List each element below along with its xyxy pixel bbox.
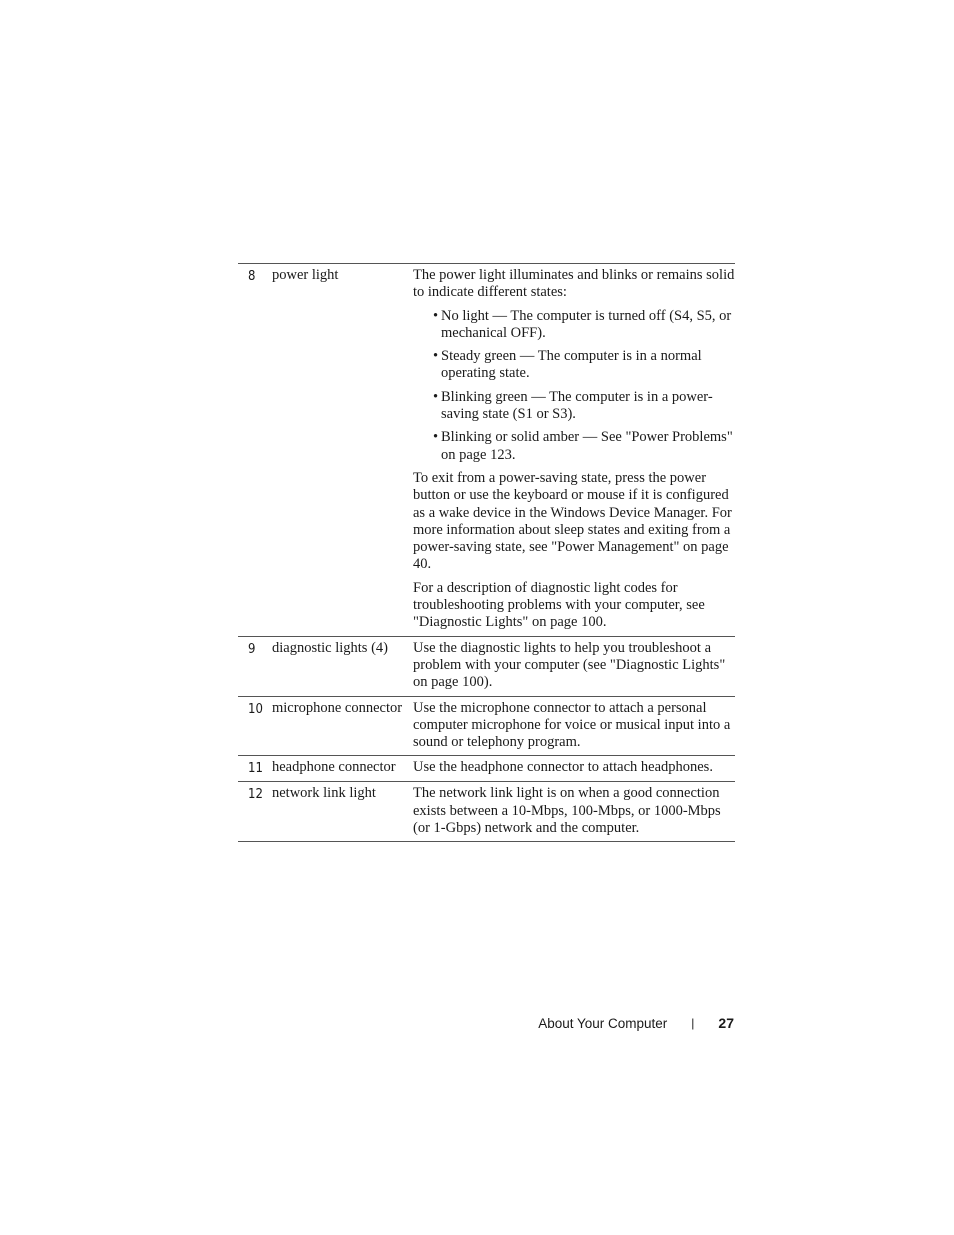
item-name: microphone connector — [272, 699, 403, 716]
item-name: network link light — [272, 785, 376, 802]
item-description: Use the diagnostic lights to help you troubleshoot a problem with your computer (see "Diagnostic Lights" on page 100). — [413, 639, 726, 691]
item-description: Use the microphone connector to attach a personal computer microphone for voice or musical input into a sound or telephony program. — [413, 699, 731, 751]
description-intro: The power light illuminates and blinks or remains solid to indicate different states: — [413, 267, 735, 301]
bullet-icon: • — [433, 429, 439, 446]
item-name: diagnostic lights (4) — [272, 639, 388, 656]
table-row — [238, 782, 735, 842]
list-item: • No light — The computer is turned off (S4, S5, or mechanical OFF). — [433, 307, 732, 341]
list-item: • Blinking green — The computer is in a power-saving state (S1 or S3). — [433, 388, 713, 423]
item-number: 10 — [248, 701, 263, 717]
bullet-icon: • — [433, 388, 439, 405]
item-number: 12 — [248, 787, 263, 803]
footer-section-title: About Your Computer — [538, 1015, 668, 1031]
item-description — [413, 267, 735, 632]
list-item: • Steady green — The computer is in a normal operating state. — [433, 348, 702, 382]
item-number: 8 — [248, 269, 256, 284]
bullet-icon: • — [433, 348, 439, 365]
item-description: The network link light is on when a good connection exists between a 10-Mbps, 100-Mbps, or 1000-Mbps (or 1-Gbps) network and the computer. — [413, 785, 721, 837]
table-row — [238, 756, 735, 782]
item-description: Use the headphone connector to attach headphones. — [413, 759, 713, 776]
page-number: 27 — [718, 1015, 734, 1031]
item-number: 9 — [248, 641, 256, 657]
item-name: headphone connector — [272, 759, 396, 776]
power-states-list — [413, 308, 735, 464]
table-row — [238, 637, 735, 697]
description-paragraph: To exit from a power-saving state, press the power button or use the keyboard or mouse if it is configured as a wake device in the Windows Device Manager. For more information about sleep states and exiting from a power-saving state, see "Power Management" on page 40. — [413, 469, 732, 573]
connector-description-table — [238, 263, 735, 842]
page-footer — [538, 1015, 734, 1031]
footer-separator: | — [691, 1016, 695, 1030]
table-row — [238, 697, 735, 757]
list-item: • Blinking or solid amber — See "Power Problems" on page 123. — [433, 429, 733, 463]
bullet-icon: • — [433, 307, 439, 324]
item-number: 11 — [248, 761, 263, 777]
description-paragraph: For a description of diagnostic light codes for troubleshooting problems with your computer, see "Diagnostic Lights" on page 100. — [413, 579, 705, 631]
item-name: power light — [272, 267, 339, 283]
table-row — [238, 264, 735, 637]
